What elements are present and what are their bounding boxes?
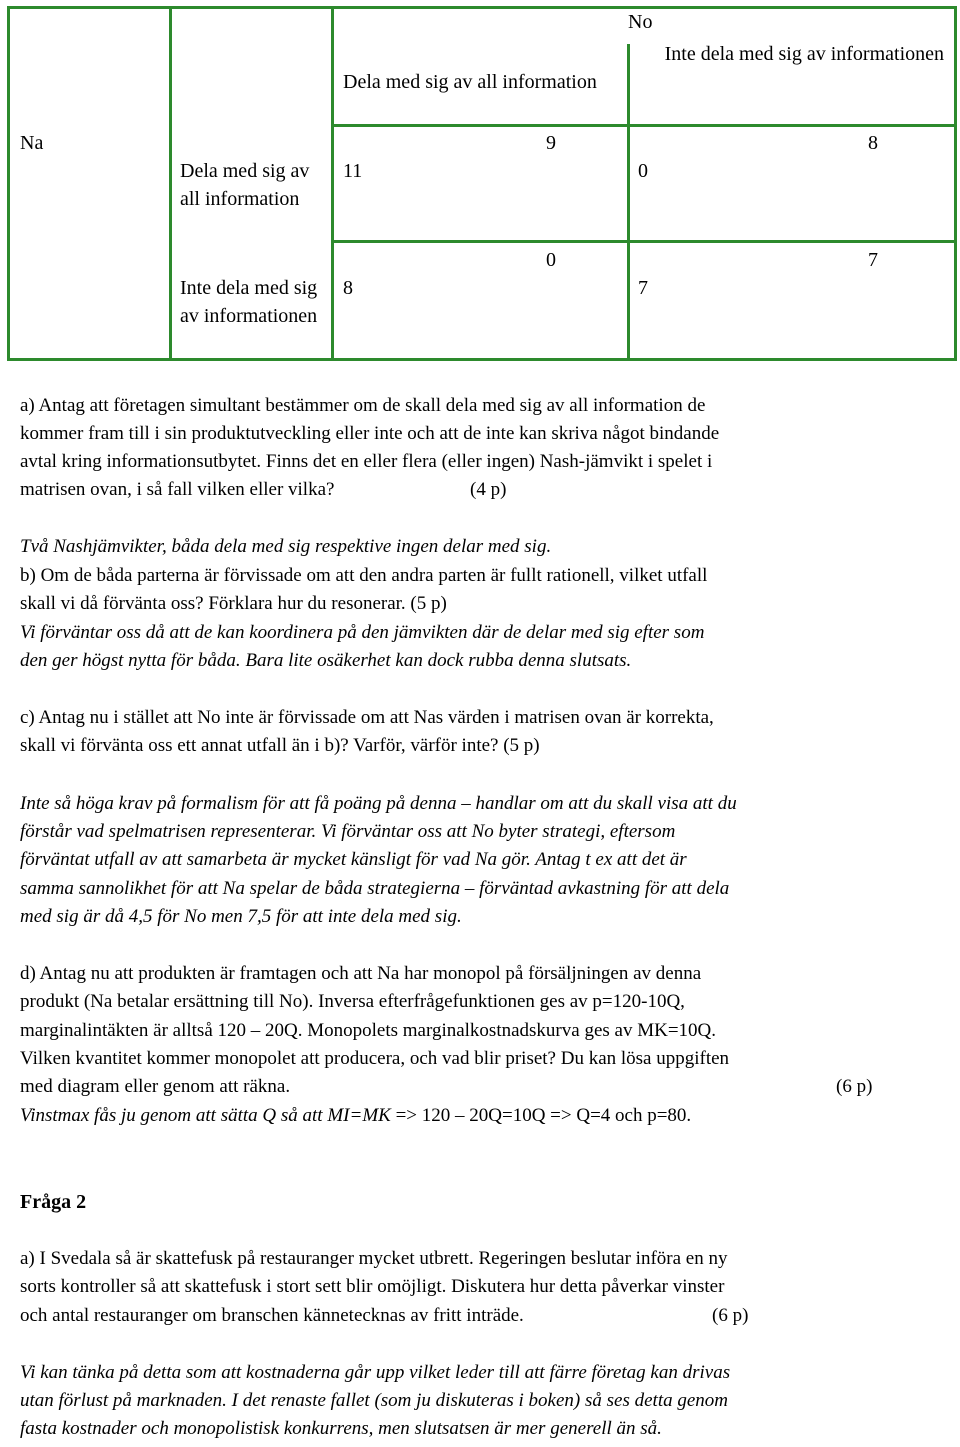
payoff-cell: 7 (638, 277, 648, 299)
answer-text: samma sannolikhet för att Na spelar de båda strategierna – förväntad avkastning för att dela (20, 878, 730, 899)
table-border-left (7, 6, 10, 361)
payoff-cell: 0 (546, 249, 556, 271)
question-text: skall vi förvänta oss ett annat utfall än i b)? Varför, värför inte? (5 p) (20, 735, 540, 756)
payoff-cell: 7 (868, 249, 878, 271)
answer-text: förväntat utfall av att samarbeta är mycket känsligt för vad Na gör. Antag t ex att det är (20, 849, 687, 870)
question-text: a) Antag att företagen simultant bestämmer om de skall dela med sig av all information de (20, 395, 706, 416)
question-text: skall vi då förvänta oss? Förklara hur du resonerar. (5 p) (20, 593, 447, 614)
question-points: (6 p) (712, 1305, 749, 1326)
question-text: kommer fram till i sin produktutveckling eller inte och att de inte kan skriva något bindande (20, 423, 720, 444)
question-text: c) Antag nu i stället att No inte är förvissade om att Nas värden i matrisen ovan är korrekta, (20, 707, 714, 728)
question-text: matrisen ovan, i så fall vilken eller vilka? (20, 479, 335, 500)
row-header-share: Dela med sig av all information (180, 160, 310, 210)
question-text: med diagram eller genom att räkna. (20, 1076, 291, 1097)
table-divider (333, 240, 957, 243)
question-points: (4 p) (470, 479, 507, 500)
col-player-label: No (628, 11, 653, 33)
question-text: a) I Svedala så är skattefusk på restauranger mycket utbrett. Regeringen beslutar införa en ny (20, 1248, 728, 1269)
answer-text: förstår vad spelmatrisen representerar. Vi förväntar oss att No byter strategi, eftersom (20, 821, 676, 842)
table-divider (169, 6, 172, 361)
question-text: b) Om de båda parterna är förvissade om att den andra parten är fullt rationell, vilket utfall (20, 565, 708, 586)
question-text: Vilken kvantitet kommer monopolet att producera, och vad blir priset? Du kan lösa uppgiften (20, 1048, 730, 1069)
table-divider (331, 6, 334, 361)
section-heading: Fråga 2 (20, 1191, 87, 1213)
question-text: d) Antag nu att produkten är framtagen och att Na har monopol på försäljningen av denna (20, 963, 702, 984)
table-divider (333, 124, 957, 127)
answer-text: Inte så höga krav på formalism för att få poäng på denna – handlar om att du skall visa att du (20, 793, 737, 814)
answer-text: med sig är då 4,5 för No men 7,5 för att inte dela med sig. (20, 906, 462, 927)
payoff-cell: 8 (343, 277, 353, 299)
question-text: avtal kring informationsutbytet. Finns det en eller flera (eller ingen) Nash-jämvikt i spelet i (20, 451, 713, 472)
question-text: och antal restauranger om branschen kännetecknas av fritt inträde. (20, 1305, 524, 1326)
table-border-bottom (7, 358, 957, 361)
answer-text: Vi kan tänka på detta som att kostnaderna går upp vilket leder till att färre företag kan drivas (20, 1362, 731, 1383)
table-divider (627, 44, 630, 361)
answer-text: fasta kostnader och monopolistisk konkurrens, men slutsatsen är mer generell än så. (20, 1418, 662, 1439)
col-header-share: Dela med sig av all information (343, 71, 597, 93)
answer-text (20, 1102, 691, 1130)
answer-italic: Vinstmax fås ju genom att sätta Q så att MI=MK (20, 1105, 391, 1126)
answer-calc: => 120 – 20Q=10Q => Q=4 och p=80. (390, 1105, 692, 1126)
table-border-top (7, 6, 957, 9)
payoff-cell: 8 (868, 132, 878, 154)
answer-text: Två Nashjämvikter, båda dela med sig respektive ingen delar med sig. (20, 536, 552, 557)
row-player-label: Na (20, 132, 44, 154)
payoff-cell: 11 (343, 160, 363, 182)
question-text: marginalintäkten är alltså 120 – 20Q. Monopolets marginalkostnadskurva ges av MK=10Q. (20, 1020, 717, 1041)
col-header-noshare: Inte dela med sig av informationen (664, 43, 944, 65)
answer-text: Vi förväntar oss då att de kan koordinera på den jämvikten där de delar med sig efter som (20, 622, 705, 643)
question-text: produkt (Na betalar ersättning till No). Inversa efterfrågefunktionen ges av p=120-10Q, (20, 991, 685, 1012)
answer-text: utan förlust på marknaden. I det renaste fallet (som ju diskuteras i boken) så ses detta genom (20, 1390, 729, 1411)
table-border-right (954, 6, 957, 361)
payoff-cell: 0 (638, 160, 648, 182)
payoff-cell: 9 (546, 132, 556, 154)
row-header-noshare: Inte dela med sig av informationen (180, 277, 318, 327)
answer-text: den ger högst nytta för båda. Bara lite osäkerhet kan dock rubba denna slutsats. (20, 650, 632, 671)
question-text: sorts kontroller så att skattefusk i stort sett blir omöjligt. Diskutera hur detta påverkar vinster (20, 1276, 725, 1297)
question-points: (6 p) (836, 1076, 873, 1097)
